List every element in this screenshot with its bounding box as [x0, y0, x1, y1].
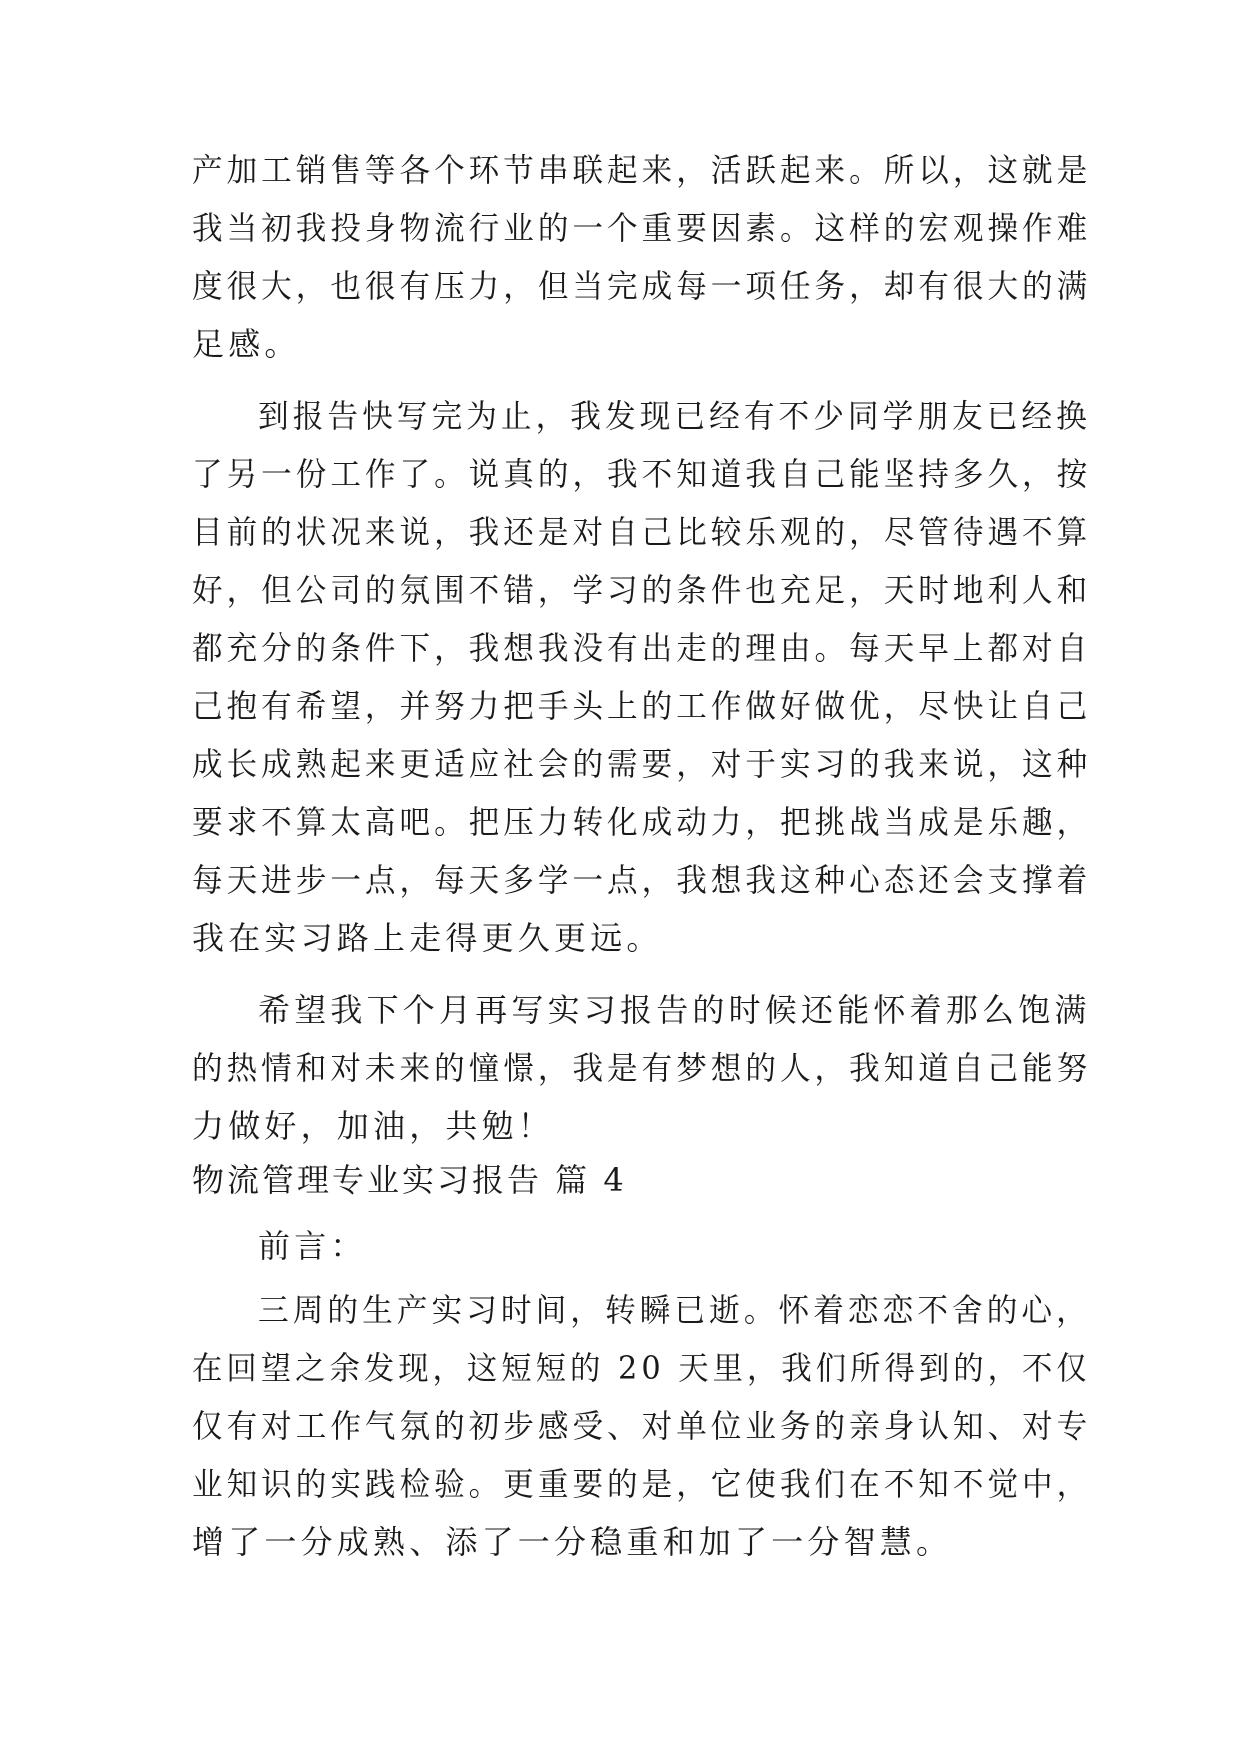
- paragraph-start-line: 三周的生产实习时间，转瞬已逝。怀着恋恋不舍的心，: [258, 1291, 1091, 1329]
- text-line: 度很大，也很有压力，但当完成每一项任务，却有很大的满: [192, 267, 1092, 305]
- text-line: 目前的状况来说，我还是对自己比较乐观的，尽管待遇不算: [192, 513, 1092, 551]
- text-line: 己抱有希望，并努力把手头上的工作做好做优，尽快让自己: [192, 687, 1092, 725]
- text-line: 业知识的实践检验。更重要的是，它使我们在不知不觉中，: [192, 1465, 1092, 1503]
- text-line: 每天进步一点，每天多学一点，我想我这种心态还会支撑着: [192, 861, 1092, 899]
- section-heading: 物流管理专业实习报告 篇 4: [192, 1161, 627, 1199]
- text-line: 的热情和对未来的憧憬，我是有梦想的人，我知道自己能努: [192, 1049, 1092, 1087]
- text-line: 仅有对工作气氛的初步感受、对单位业务的亲身认知、对专: [192, 1407, 1092, 1445]
- text-line: 足感。: [192, 325, 301, 363]
- text-line: 增了一分成熟、添了一分稳重和加了一分智慧。: [192, 1523, 953, 1561]
- paragraph-start-line: 到报告快写完为止，我发现已经有不少同学朋友已经换: [258, 397, 1091, 435]
- text-line: 都充分的条件下，我想我没有出走的理由。每天早上都对自: [192, 629, 1092, 667]
- text-line: 在回望之余发现，这短短的 20 天里，我们所得到的，不仅: [192, 1349, 1091, 1387]
- text-line: 力做好，加油，共勉！: [192, 1107, 555, 1145]
- text-line: 好，但公司的氛围不错，学习的条件也充足，天时地利人和: [192, 571, 1092, 609]
- text-line: 我当初我投身物流行业的一个重要因素。这样的宏观操作难: [192, 209, 1092, 247]
- text-line: 产加工销售等各个环节串联起来，活跃起来。所以，这就是: [192, 151, 1092, 189]
- text-line: 了另一份工作了。说真的，我不知道我自己能坚持多久，按: [192, 455, 1092, 493]
- text-line: 要求不算太高吧。把压力转化成动力，把挑战当成是乐趣，: [192, 803, 1092, 841]
- text-line: 我在实习路上走得更久更远。: [192, 919, 663, 957]
- paragraph-start-line: 希望我下个月再写实习报告的时候还能怀着那么饱满: [258, 991, 1091, 1029]
- preface-label: 前言：: [258, 1227, 367, 1265]
- text-line: 成长成熟起来更适应社会的需要，对于实习的我来说，这种: [192, 745, 1092, 783]
